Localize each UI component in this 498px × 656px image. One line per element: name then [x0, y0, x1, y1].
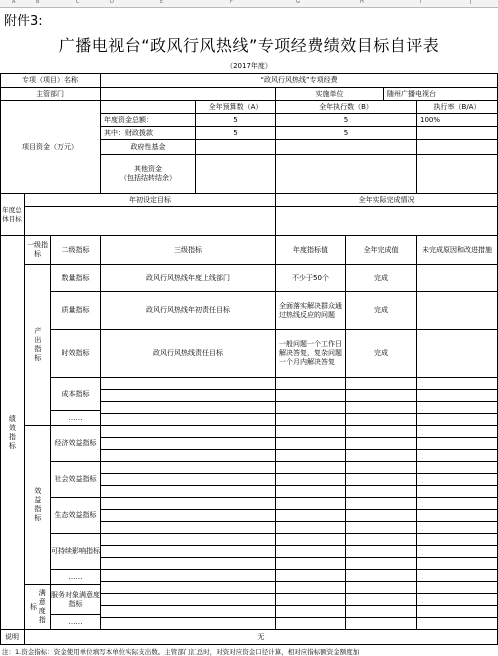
empty-cell[interactable]: [276, 450, 346, 462]
funds-row-label: 政府性基金: [101, 140, 196, 155]
funds-executed-cell[interactable]: 5: [276, 127, 417, 140]
empty-cell[interactable]: [276, 438, 346, 450]
header-reason: 未完成原因和改进措施: [417, 236, 498, 265]
level3-cell[interactable]: 政风行风热线责任目标: [101, 330, 276, 378]
empty-cell[interactable]: [346, 438, 417, 450]
empty-cell[interactable]: [276, 390, 346, 402]
column-letter[interactable]: F: [230, 0, 233, 5]
goal-set-header: 年初设定目标: [25, 194, 276, 207]
empty-cell[interactable]: [276, 510, 346, 522]
empty-cell[interactable]: [101, 558, 276, 570]
empty-cell[interactable]: [417, 402, 498, 414]
column-letter[interactable]: D: [110, 0, 114, 5]
empty-cell[interactable]: [276, 582, 346, 594]
empty-cell[interactable]: [276, 414, 346, 426]
goal-done-value[interactable]: [276, 207, 498, 236]
done-cell[interactable]: 完成: [346, 292, 417, 330]
empty-cell[interactable]: [276, 570, 346, 582]
funds-rate-cell[interactable]: 100%: [417, 114, 498, 127]
column-letter[interactable]: E: [160, 0, 164, 5]
ellipsis-cell: ……: [51, 570, 101, 585]
empty-cell[interactable]: [417, 438, 498, 450]
empty-cell[interactable]: [346, 546, 417, 558]
empty-cell[interactable]: [276, 402, 346, 414]
empty-cell[interactable]: [276, 522, 346, 534]
project-name-label: 专项（项目）名称: [0, 73, 101, 88]
level2-cell: 服务对象满意度指标: [51, 585, 101, 615]
level3-cell[interactable]: 政风行风热线年初责任目标: [101, 292, 276, 330]
target-cell[interactable]: 不少于50个: [276, 265, 346, 292]
goal-done-header: 全年实际完成情况: [276, 194, 498, 207]
year-label: （2017年度）: [226, 62, 272, 70]
column-letter[interactable]: J: [470, 0, 472, 5]
level2-cell: 生态效益指标: [51, 498, 101, 534]
empty-cell[interactable]: [346, 498, 417, 510]
funds-header-blank: [101, 101, 196, 114]
funds-executed-cell[interactable]: [276, 140, 417, 155]
empty-cell[interactable]: [346, 378, 417, 390]
empty-cell[interactable]: [101, 414, 276, 426]
empty-cell[interactable]: [101, 438, 276, 450]
empty-cell[interactable]: [276, 378, 346, 390]
done-cell[interactable]: 完成: [346, 330, 417, 378]
dept-label: 主管部门: [0, 88, 101, 101]
empty-cell[interactable]: [276, 486, 346, 498]
effect-indicator-label: 效益指标: [25, 426, 51, 585]
column-letter[interactable]: H: [360, 0, 364, 5]
level3-cell[interactable]: 政风行风热线年度上线部门: [101, 265, 276, 292]
funds-budget-cell[interactable]: [196, 140, 276, 155]
empty-cell[interactable]: [346, 510, 417, 522]
level2-cell: 成本指标: [51, 378, 101, 411]
empty-cell[interactable]: [276, 426, 346, 438]
evaluation-table: [0, 73, 498, 645]
empty-cell[interactable]: [101, 486, 276, 498]
empty-cell[interactable]: [346, 450, 417, 462]
empty-cell[interactable]: [417, 498, 498, 510]
column-letter[interactable]: C: [76, 0, 80, 5]
empty-cell[interactable]: [417, 486, 498, 498]
empty-cell[interactable]: [101, 474, 276, 486]
level2-cell: 时效指标: [51, 330, 101, 378]
footnote: 注：1.资金指标：资金使用单位填写本单位实际支出数。主管部门汇总时，对资对应资金口径计算，相对应指标额资金额度加: [2, 648, 360, 656]
empty-cell[interactable]: [101, 450, 276, 462]
empty-cell[interactable]: [101, 390, 276, 402]
funds-row-label: 其他资金 （包括结转结余）: [101, 155, 196, 194]
empty-cell[interactable]: [346, 402, 417, 414]
empty-cell[interactable]: [101, 510, 276, 522]
empty-cell[interactable]: [417, 618, 498, 630]
empty-cell[interactable]: [346, 390, 417, 402]
empty-cell[interactable]: [417, 594, 498, 606]
dept-value[interactable]: [101, 88, 276, 101]
funds-rate-cell[interactable]: [417, 155, 498, 194]
empty-cell[interactable]: [417, 414, 498, 426]
funds-row-label: 其中：财政拨款: [101, 127, 196, 140]
empty-cell[interactable]: [346, 474, 417, 486]
empty-cell[interactable]: [276, 594, 346, 606]
funds-rate-cell[interactable]: [417, 127, 498, 140]
header-level2: 二级指标: [51, 236, 101, 265]
empty-cell[interactable]: [346, 594, 417, 606]
empty-cell[interactable]: [276, 534, 346, 546]
column-letter[interactable]: B: [36, 0, 40, 5]
remark-value[interactable]: 无: [25, 630, 498, 645]
empty-cell[interactable]: [276, 606, 346, 618]
empty-cell[interactable]: [276, 558, 346, 570]
empty-cell[interactable]: [276, 462, 346, 474]
document-title: 广播电视台“政风行风热线”专项经费绩效目标自评表: [58, 36, 440, 55]
funds-budget-cell[interactable]: 5: [196, 114, 276, 127]
empty-cell[interactable]: [346, 606, 417, 618]
column-letter[interactable]: A: [12, 0, 16, 5]
empty-cell[interactable]: [346, 558, 417, 570]
empty-cell[interactable]: [346, 462, 417, 474]
output-indicator-label: 产出指标: [25, 265, 51, 426]
satisfaction-indicator-label: 满意度指标: [25, 585, 51, 630]
level2-cell: 经济效益指标: [51, 426, 101, 462]
empty-cell[interactable]: [417, 522, 498, 534]
header-done: 全年完成值: [346, 236, 417, 265]
remark-label: 说明: [0, 630, 25, 645]
empty-cell[interactable]: [417, 426, 498, 438]
empty-cell[interactable]: [417, 546, 498, 558]
empty-cell[interactable]: [417, 450, 498, 462]
empty-cell[interactable]: [417, 474, 498, 486]
level2-cell: 数量指标: [51, 265, 101, 292]
column-letter[interactable]: G: [296, 0, 300, 5]
annex-label: 附件3:: [4, 14, 43, 29]
empty-cell[interactable]: [417, 582, 498, 594]
empty-cell[interactable]: [346, 570, 417, 582]
empty-cell[interactable]: [101, 402, 276, 414]
funds-row-label: 年度资金总额：: [101, 114, 196, 127]
empty-cell[interactable]: [276, 618, 346, 630]
budget-header: 全年预算数（A）: [196, 101, 276, 114]
empty-cell[interactable]: [101, 462, 276, 474]
empty-cell[interactable]: [417, 558, 498, 570]
goal-set-value[interactable]: [25, 207, 276, 236]
empty-cell[interactable]: [101, 546, 276, 558]
empty-cell[interactable]: [346, 618, 417, 630]
funds-executed-cell[interactable]: [276, 155, 417, 194]
empty-cell[interactable]: [346, 426, 417, 438]
empty-cell[interactable]: [276, 546, 346, 558]
empty-cell[interactable]: [276, 474, 346, 486]
level2-cell: 质量指标: [51, 292, 101, 330]
empty-cell[interactable]: [101, 594, 276, 606]
ellipsis-cell: ……: [51, 615, 101, 630]
empty-cell[interactable]: [101, 534, 276, 546]
funds-budget-cell[interactable]: 5: [196, 127, 276, 140]
goal-label: 年度总体目标: [0, 194, 25, 236]
target-cell[interactable]: 全面落实解决群众通过热线反应的问题: [276, 292, 346, 330]
empty-cell[interactable]: [101, 522, 276, 534]
header-target: 年度指标值: [276, 236, 346, 265]
level2-cell: 可持续影响指标: [51, 534, 101, 570]
rate-header: 执行率（B/A）: [417, 101, 498, 114]
level2-cell: 社会效益指标: [51, 462, 101, 498]
empty-cell[interactable]: [101, 498, 276, 510]
empty-cell[interactable]: [417, 606, 498, 618]
empty-cell[interactable]: [101, 606, 276, 618]
reason-cell[interactable]: [417, 265, 498, 292]
empty-cell[interactable]: [101, 570, 276, 582]
funds-budget-cell[interactable]: [196, 155, 276, 194]
empty-cell[interactable]: [346, 486, 417, 498]
empty-cell[interactable]: [101, 582, 276, 594]
empty-cell[interactable]: [346, 582, 417, 594]
empty-cell[interactable]: [101, 378, 276, 390]
empty-cell[interactable]: [101, 426, 276, 438]
reason-cell[interactable]: [417, 292, 498, 330]
empty-cell[interactable]: [417, 510, 498, 522]
target-cell[interactable]: 一般问题一个工作日解决答复，复杂问题一个月内解决答复: [276, 330, 346, 378]
impl-unit-value[interactable]: 随州广播电视台: [384, 88, 498, 101]
ellipsis-cell: ……: [51, 411, 101, 426]
empty-cell[interactable]: [417, 390, 498, 402]
empty-cell[interactable]: [417, 378, 498, 390]
executed-header: 全年执行数（B）: [276, 101, 417, 114]
funds-rate-cell[interactable]: [417, 140, 498, 155]
done-cell[interactable]: 完成: [346, 265, 417, 292]
spreadsheet-column-header: [0, 0, 498, 8]
header-level1: 一级指标: [25, 236, 51, 265]
empty-cell[interactable]: [276, 498, 346, 510]
reason-cell[interactable]: [417, 330, 498, 378]
column-letter[interactable]: I: [420, 0, 422, 5]
empty-cell[interactable]: [417, 462, 498, 474]
performance-label: 绩效指标: [0, 236, 25, 630]
funds-label: 项目资金（万元）: [0, 101, 101, 194]
impl-unit-label: 实施单位: [276, 88, 384, 101]
empty-cell[interactable]: [346, 522, 417, 534]
header-level3: 三级指标: [101, 236, 276, 265]
funds-executed-cell[interactable]: 5: [276, 114, 417, 127]
empty-cell[interactable]: [417, 570, 498, 582]
project-name-value[interactable]: “政风行风热线”专项经费: [101, 73, 498, 88]
empty-cell[interactable]: [346, 414, 417, 426]
empty-cell[interactable]: [101, 618, 276, 630]
empty-cell[interactable]: [417, 534, 498, 546]
empty-cell[interactable]: [346, 534, 417, 546]
